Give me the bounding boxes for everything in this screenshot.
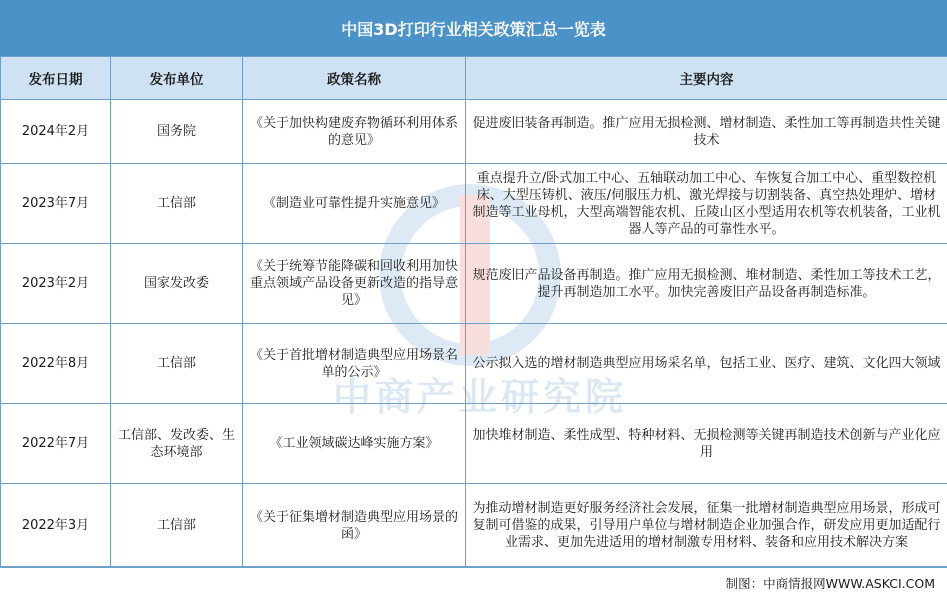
table-header-row: [1, 57, 947, 100]
table-row: [1, 484, 947, 568]
header-date: 发布日期: [1, 57, 111, 100]
table-row: [1, 244, 947, 324]
cell-content: 公示拟入选的增材制造典型应用场采名单，包括工业、医疗、建筑、文化四大领域: [466, 324, 947, 404]
cell-policy: 《工业领域碳达峰实施方案》: [243, 404, 466, 484]
cell-policy: 《关于加快构建废弃物循环利用体系的意见》: [243, 100, 466, 164]
header-policy: 政策名称: [243, 57, 466, 100]
cell-org: 工信部: [111, 164, 243, 244]
source-caption: 制图：中商情报网WWW.ASKCI.COM: [0, 566, 947, 598]
cell-date: 2023年7月: [1, 164, 111, 244]
table-row: [1, 404, 947, 484]
cell-policy: 《关于首批增材制造典型应用场景名单的公示》: [243, 324, 466, 404]
cell-date: 2022年3月: [1, 484, 111, 568]
cell-date: 2022年8月: [1, 324, 111, 404]
cell-policy: 《关于征集增材制造典型应用场景的函》: [243, 484, 466, 568]
cell-content: 规范废旧产品设备再制造。推广应用无损检测、堆材制造、柔性加工等技术工艺，提升再制造加工水平。加快完善废旧产品设备再制造标准。: [466, 244, 947, 324]
cell-org: 工信部: [111, 324, 243, 404]
cell-org: 工信部: [111, 484, 243, 568]
cell-content: 为推动增材制造更好服务经济社会发展，征集一批增材制造典型应用场景，形成可复制可借鉴的成果，引导用户单位与增材制造企业加强合作，研发应用更加适配行业需求、更加先进适用的增材制激专用材料、装备和应用技术解决方案: [466, 484, 947, 568]
cell-content: 加快堆材制造、柔性成型、特种材料、无损检测等关键再制造技术创新与产业化应用: [466, 404, 947, 484]
cell-org: 工信部、发改委、生态环境部: [111, 404, 243, 484]
cell-content: 促进废旧装备再制造。推广应用无损检测、增材制造、柔性加工等再制造共性关键技术: [466, 100, 947, 164]
cell-policy: 《关于统筹节能降碳和回收利用加快重点领域产品设备更新改造的指导意见》: [243, 244, 466, 324]
table-title: 中国3D打印行业相关政策汇总一览表: [0, 0, 947, 57]
table-row: [1, 164, 947, 244]
header-org: 发布单位: [111, 57, 243, 100]
cell-date: 2022年7月: [1, 404, 111, 484]
watermark-text: 中商产业研究院: [332, 375, 627, 419]
table-row: [1, 100, 947, 164]
cell-org: 国家发改委: [111, 244, 243, 324]
cell-policy: 《制造业可靠性提升实施意见》: [243, 164, 466, 244]
cell-content: 重点提升立/卧式加工中心、五轴联动加工中心、车恢复合加工中心、重型数控机床、大型压铸机、液压/伺服压力机、激光焊接与切割装备、真空热处理炉、增材制造等工业母机，大型高端智能农机、丘陵山区小型适用农机等农机装备，工业机器人等产品的可靠性水平。: [466, 164, 947, 244]
cell-date: 2024年2月: [1, 100, 111, 164]
cell-date: 2023年2月: [1, 244, 111, 324]
table-row: [1, 324, 947, 404]
policy-table: [0, 56, 947, 568]
header-content: 主要内容: [466, 57, 947, 100]
cell-org: 国务院: [111, 100, 243, 164]
